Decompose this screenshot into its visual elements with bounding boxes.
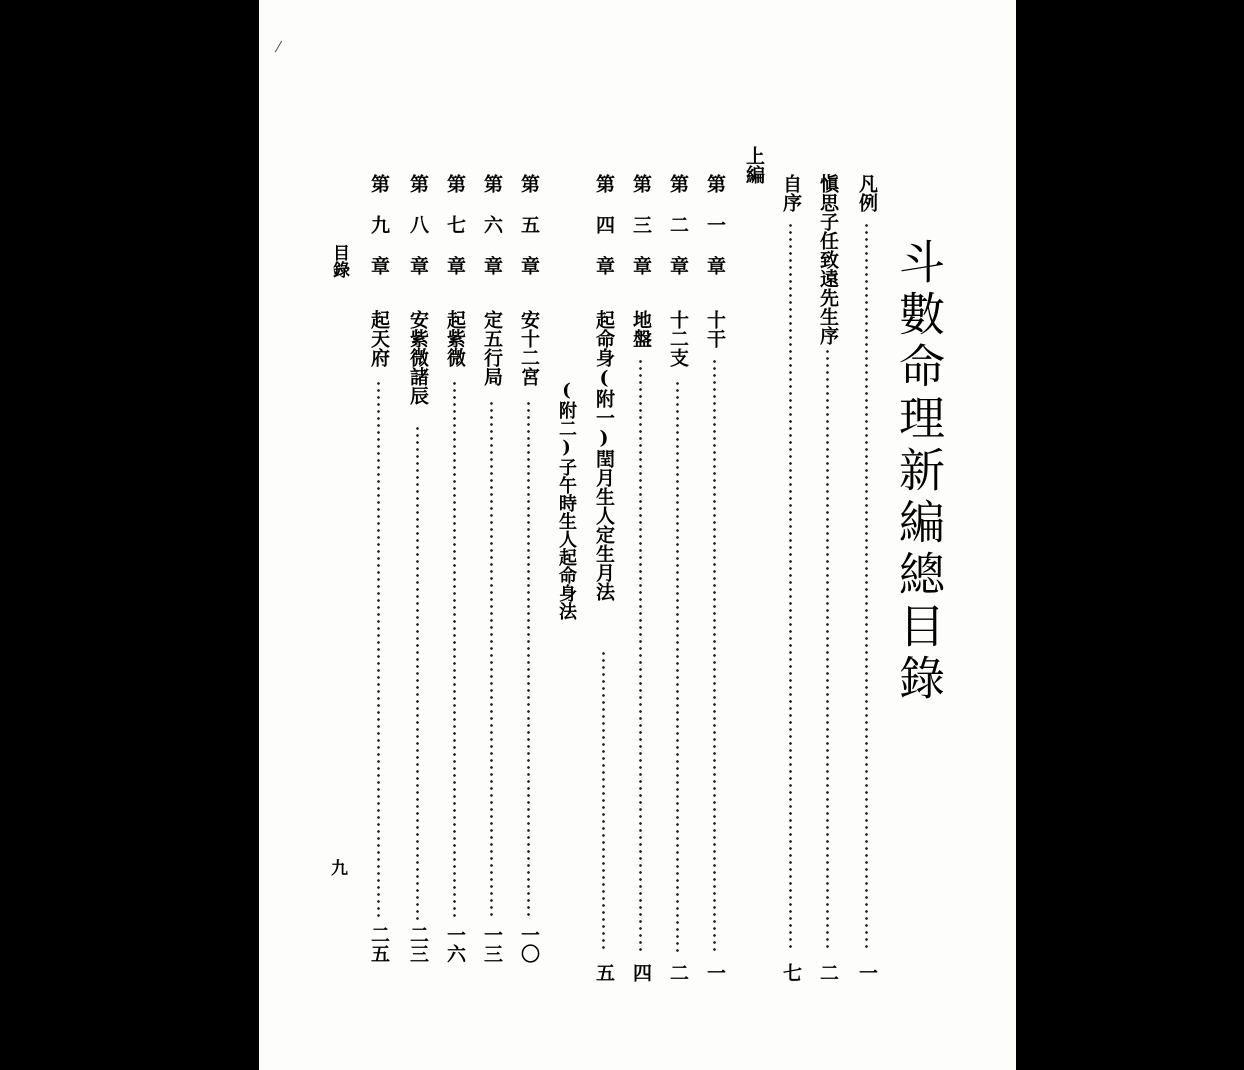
chapter-page-4: 五 xyxy=(593,963,615,982)
chapter-page-2: 二 xyxy=(667,963,689,982)
chapter-title-3: 地盤 xyxy=(630,310,652,348)
front-matter-page-3: 七 xyxy=(780,963,802,982)
chapter-page-5: 一〇 xyxy=(518,925,540,963)
chapter-prefix-6: 第六章 xyxy=(481,174,503,297)
leader-dots xyxy=(826,348,829,952)
leader-dots xyxy=(490,400,493,920)
leader-dots xyxy=(865,222,868,952)
chapter-title-9: 起天府 xyxy=(368,310,390,367)
front-matter-page-2: 二 xyxy=(817,963,839,982)
page-title: 斗數命理新編總目錄 xyxy=(892,238,946,706)
chapter-prefix-5: 第五章 xyxy=(518,174,540,297)
front-matter-label-3: 自序 xyxy=(780,174,802,212)
chapter-prefix-7: 第七章 xyxy=(444,174,466,297)
chapter-title-1: 十干 xyxy=(704,310,726,348)
section-heading: 上編 xyxy=(743,146,765,184)
chapter-page-8: 二三 xyxy=(407,925,429,963)
running-header: 目錄 xyxy=(329,244,349,278)
chapter-title-2: 十二支 xyxy=(667,310,689,367)
chapter-prefix-2: 第二章 xyxy=(667,174,689,297)
chapter-subtitle-4: (附二)子午時生人起命身法 xyxy=(556,380,577,620)
chapter-prefix-4: 第四章 xyxy=(593,174,615,297)
front-matter-label-2: 愼思子任致遠先生序 xyxy=(817,174,839,345)
front-matter-page-1: 一 xyxy=(856,963,878,982)
chapter-page-1: 一 xyxy=(704,963,726,982)
chapter-title-5: 安十二宮 xyxy=(518,310,540,386)
page-number: 九 xyxy=(331,859,348,879)
chapter-title-8: 安紫微諸辰 xyxy=(407,310,429,405)
leader-dots xyxy=(713,358,716,952)
chapter-page-6: 一三 xyxy=(481,925,503,963)
chapter-prefix-3: 第三章 xyxy=(630,174,652,297)
chapter-title-4: 起命身(附一)閏月生人定生月法 xyxy=(593,310,615,601)
leader-dots xyxy=(416,425,419,920)
leader-dots xyxy=(789,222,792,952)
chapter-prefix-1: 第一章 xyxy=(704,174,726,297)
chapter-prefix-9: 第九章 xyxy=(368,174,390,297)
chapter-title-6: 定五行局 xyxy=(481,310,503,386)
chapter-page-7: 一六 xyxy=(444,925,466,963)
chapter-prefix-8: 第八章 xyxy=(407,174,429,297)
chapter-page-3: 四 xyxy=(630,963,652,982)
leader-dots xyxy=(639,358,642,952)
leader-dots xyxy=(527,400,530,920)
leader-dots xyxy=(377,380,380,920)
leader-dots xyxy=(676,380,679,952)
chapter-title-7: 起紫微 xyxy=(444,310,466,367)
leader-dots xyxy=(602,650,605,952)
chapter-page-9: 二五 xyxy=(368,925,390,963)
front-matter-label-1: 凡例 xyxy=(856,174,878,212)
leader-dots xyxy=(453,380,456,920)
